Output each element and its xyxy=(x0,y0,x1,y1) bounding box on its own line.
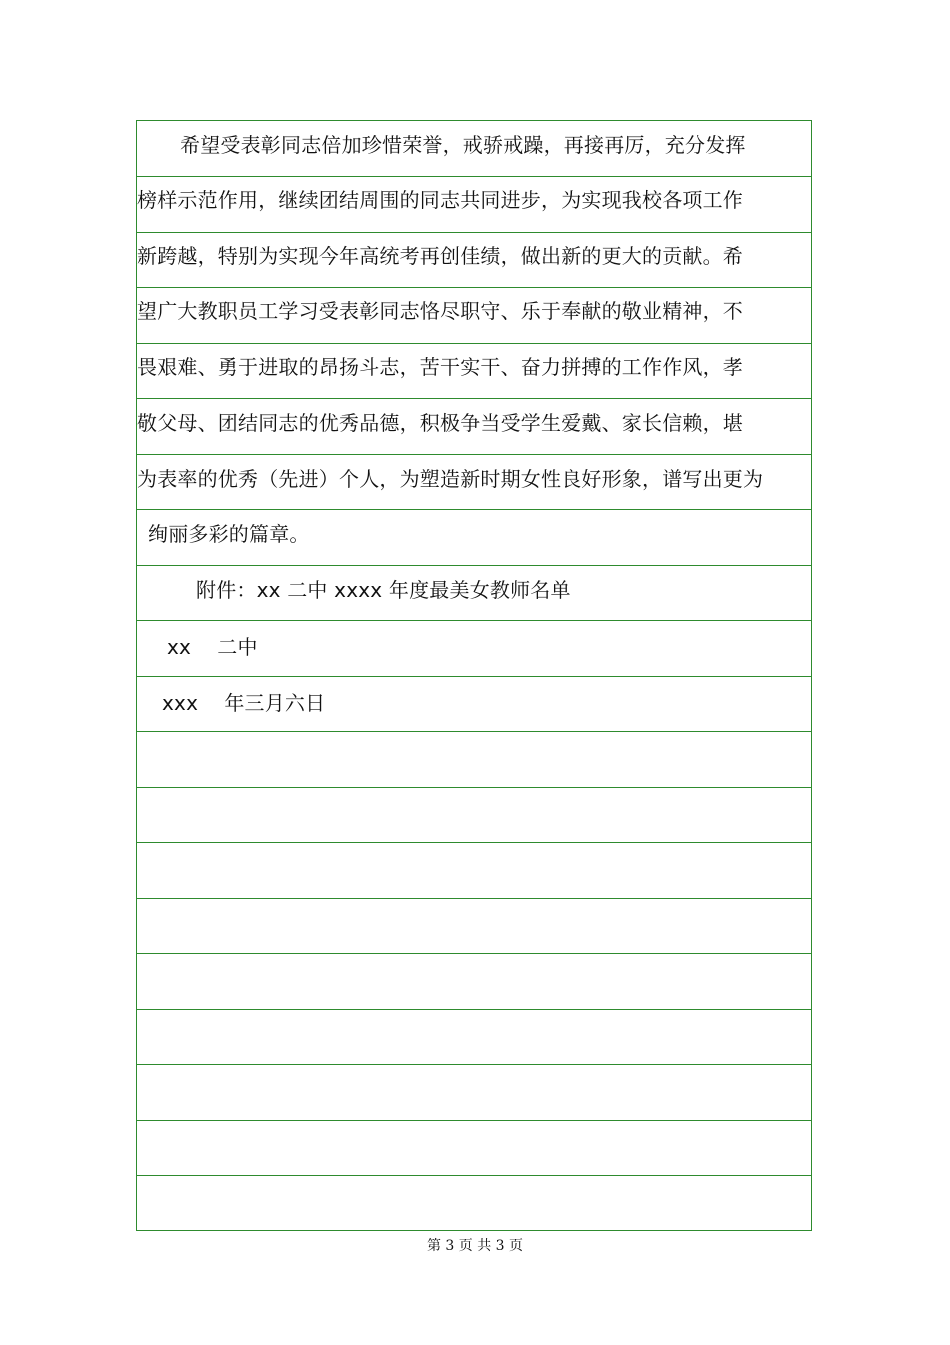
signature-date: xxx 年三月六日 xyxy=(162,691,326,715)
paragraph-line: 望广大教职员工学习受表彰同志恪尽职守、乐于奉献的敬业精神，不 xyxy=(137,299,743,323)
rule-line xyxy=(137,898,811,899)
paragraph-line: 为表率的优秀（先进）个人，为塑造新时期女性良好形象，谱写出更为 xyxy=(137,467,764,491)
rule-line xyxy=(137,565,811,566)
paragraph-line: 绚丽多彩的篇章。 xyxy=(148,522,310,546)
rule-line xyxy=(137,620,811,621)
rule-line xyxy=(137,842,811,843)
paragraph-line: 敬父母、团结同志的优秀品德，积极争当受学生爱戴、家长信赖，堪 xyxy=(137,411,743,435)
paragraph-line: 希望受表彰同志倍加珍惜荣誉，戒骄戒躁，再接再厉，充分发挥 xyxy=(180,133,746,157)
rule-line xyxy=(137,176,811,177)
page-footer: 第 3 页 共 3 页 xyxy=(426,1238,524,1254)
paragraph-line: 新跨越，特别为实现今年高统考再创佳绩，做出新的更大的贡献。希 xyxy=(137,244,743,268)
rule-line xyxy=(137,676,811,677)
paragraph-line: 榜样示范作用，继续团结周围的同志共同进步，为实现我校各项工作 xyxy=(137,188,743,212)
paragraph-line: 畏艰难、勇于进取的昂扬斗志，苦干实干、奋力拼搏的工作作风，孝 xyxy=(137,355,743,379)
rule-line xyxy=(137,953,811,954)
rule-line xyxy=(137,1009,811,1010)
rule-line xyxy=(137,343,811,344)
rule-line xyxy=(137,232,811,233)
signature-school: xx 二中 xyxy=(167,635,258,659)
ruled-writing-area xyxy=(136,120,812,1231)
rule-line xyxy=(137,731,811,732)
attachment-line: 附件：xx 二中 xxxx 年度最美女教师名单 xyxy=(196,578,571,602)
rule-line xyxy=(137,1120,811,1121)
rule-line xyxy=(137,287,811,288)
rule-line xyxy=(137,509,811,510)
rule-line xyxy=(137,398,811,399)
rule-line xyxy=(137,787,811,788)
rule-line xyxy=(137,454,811,455)
rule-line xyxy=(137,1064,811,1065)
rule-line xyxy=(137,1175,811,1176)
